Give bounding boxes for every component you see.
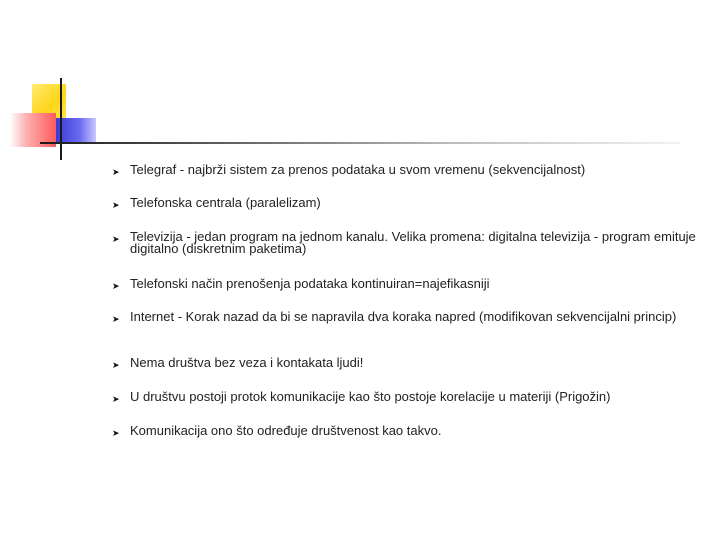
bullet-item	[112, 311, 702, 323]
arrowhead-bullet-icon: ➤	[112, 167, 120, 177]
arrowhead-bullet-icon: ➤	[112, 360, 120, 370]
bullet-item	[112, 278, 702, 290]
arrowhead-bullet-icon: ➤	[112, 200, 120, 210]
arrowhead-bullet-icon: ➤	[112, 314, 120, 324]
bullet-item	[112, 425, 702, 437]
arrowhead-bullet-icon: ➤	[112, 394, 120, 404]
bullet-item	[112, 231, 702, 255]
bullet-text: Komunikacija ono što određuje društvenost kao takvo.	[130, 423, 442, 438]
bullet-text: Televizija - jedan program na jednom kanalu. Velika promena: digitalna televizija - program emituje digitalno (diskretnim paketima)	[130, 229, 696, 256]
bullet-text: Telefonski način prenošenja podataka kontinuiran=najefikasniji	[130, 276, 490, 291]
bullet-item	[112, 164, 702, 176]
bullet-text: Internet - Korak nazad da bi se napravila dva koraka napred (modifikovan sekvencijalni princip)	[130, 309, 677, 324]
bullet-item	[112, 197, 702, 209]
bullet-item	[112, 391, 702, 403]
bullet-text: Telegraf - najbrži sistem za prenos podataka u svom vremenu (sekvencijalnost)	[130, 162, 586, 177]
bullet-text: Telefonska centrala (paralelizam)	[130, 195, 321, 210]
arrowhead-bullet-icon: ➤	[112, 428, 120, 438]
arrowhead-bullet-icon: ➤	[112, 281, 120, 291]
bullet-item	[112, 357, 702, 369]
bullet-text: Nema društva bez veza i kontakata ljudi!	[130, 355, 364, 370]
bullet-text: U društvu postoji protok komunikacije kao što postoje korelacije u materiji (Prigožin)	[130, 389, 611, 404]
arrowhead-bullet-icon: ➤	[112, 234, 120, 244]
